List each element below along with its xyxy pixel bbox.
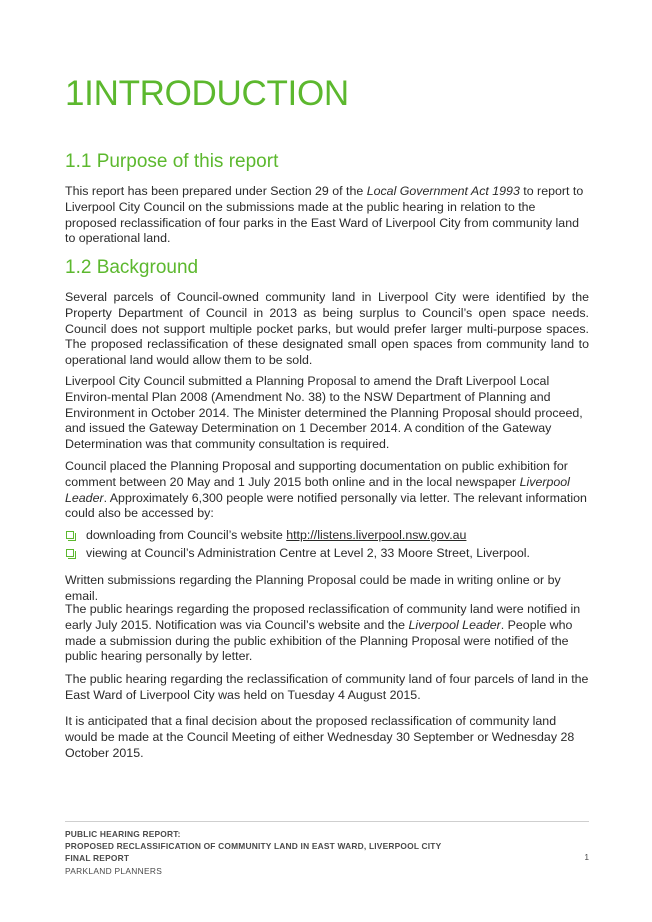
list-item: [65, 528, 589, 544]
background-paragraph-1: Several parcels of Council-owned community land in Liverpool City were identified by the Property Department of Council in 2013 as being surplus to Council’s open space needs. Council does not support multiple pocket parks, but would prefer larger multi-purpose spaces. The proposed reclassification of these designated small open spaces from community land to operational land would allow them to be sold.: [65, 290, 589, 368]
background-paragraph-4: Written submissions regarding the Planning Proposal could be made in writing online or by email.: [65, 573, 561, 603]
page-footer: [65, 828, 589, 877]
background-paragraph-5: [65, 602, 589, 665]
hearing-text-a: The public hearings regarding the proposed reclassification of community land were notified in early July 2015. Notification was via Council’s website and the: [65, 602, 581, 632]
checkbox-bullet-icon: [66, 549, 74, 557]
newspaper-name: Liverpool Leader: [408, 617, 501, 632]
hearing-text-b: . People who made a submission during the public exhibition of the Planning Proposal were notified of the public hearing personally by letter.: [65, 617, 573, 664]
checkbox-bullet-icon: [66, 531, 74, 539]
list-item: [65, 546, 589, 562]
page-number: 1: [584, 852, 589, 862]
footer-line-4: PARKLAND PLANNERS: [65, 865, 163, 876]
purpose-paragraph: [65, 184, 589, 247]
newspaper-name: Liverpool Leader: [65, 474, 570, 505]
chapter-number: 1: [65, 74, 85, 113]
exhibition-text-a: Council placed the Planning Proposal and supporting documentation on public exhibition for comment between 20 May and 1 July 2015 both online and in the local newspaper: [65, 459, 568, 489]
background-paragraph-2: Liverpool City Council submitted a Planning Proposal to amend the Draft Liverpool Local Environ-mental Plan 2008 (Amendment No. 38) to the NSW Department of Planning and Environment in October 2014. The Minister determined the Planning Proposal should proceed, and issued the Gateway Determination on 1 December 2014. A condition of the Gateway Determination was that community consultation is required.: [65, 374, 583, 452]
bullet-text: viewing at Council’s Administration Centre at Level 2, 33 Moore Street, Liverpool.: [86, 545, 530, 560]
background-paragraph-6: The public hearing regarding the reclassification of community land of four parcels of land in the East Ward of Liverpool City was held on Tuesday 4 August 2015.: [65, 672, 589, 702]
bullet-text: downloading from Council’s website: [86, 528, 287, 542]
background-paragraph-7: It is anticipated that a final decision about the proposed reclassification of community land would be made at the Council Meeting of either Wednesday 30 September or Wednesday 28 October 2015.: [65, 714, 575, 760]
footer-divider: [65, 821, 589, 822]
chapter-heading: [65, 72, 349, 116]
council-website-link[interactable]: http://listens.liverpool.nsw.gov.au: [286, 528, 467, 542]
purpose-text-a: This report has been prepared under Section 29 of the: [65, 184, 367, 198]
access-methods-list: [65, 528, 589, 564]
act-name: Local Government Act 1993: [366, 184, 520, 198]
purpose-text-b: to report to Liverpool City Council on the submissions made at the public hearing in relation to the proposed reclassification of four parks in the East Ward of Liverpool City from community land to operational land.: [65, 184, 584, 246]
footer-line-2: PROPOSED RECLASSIFICATION OF COMMUNITY LAND IN EAST WARD, LIVERPOOL CITY: [65, 841, 442, 852]
section-1-1-title: 1.1 Purpose of this report: [65, 151, 279, 172]
section-1-2-title: 1.2 Background: [65, 257, 199, 278]
chapter-title: INTRODUCTION: [84, 74, 349, 113]
exhibition-text-b: . Approximately 6,300 people were notified personally via letter. The relevant information could also be accessed by:: [65, 490, 587, 521]
footer-line-1: PUBLIC HEARING REPORT:: [65, 829, 181, 839]
footer-line-3: FINAL REPORT: [65, 853, 130, 864]
background-paragraph-3: [65, 459, 589, 522]
